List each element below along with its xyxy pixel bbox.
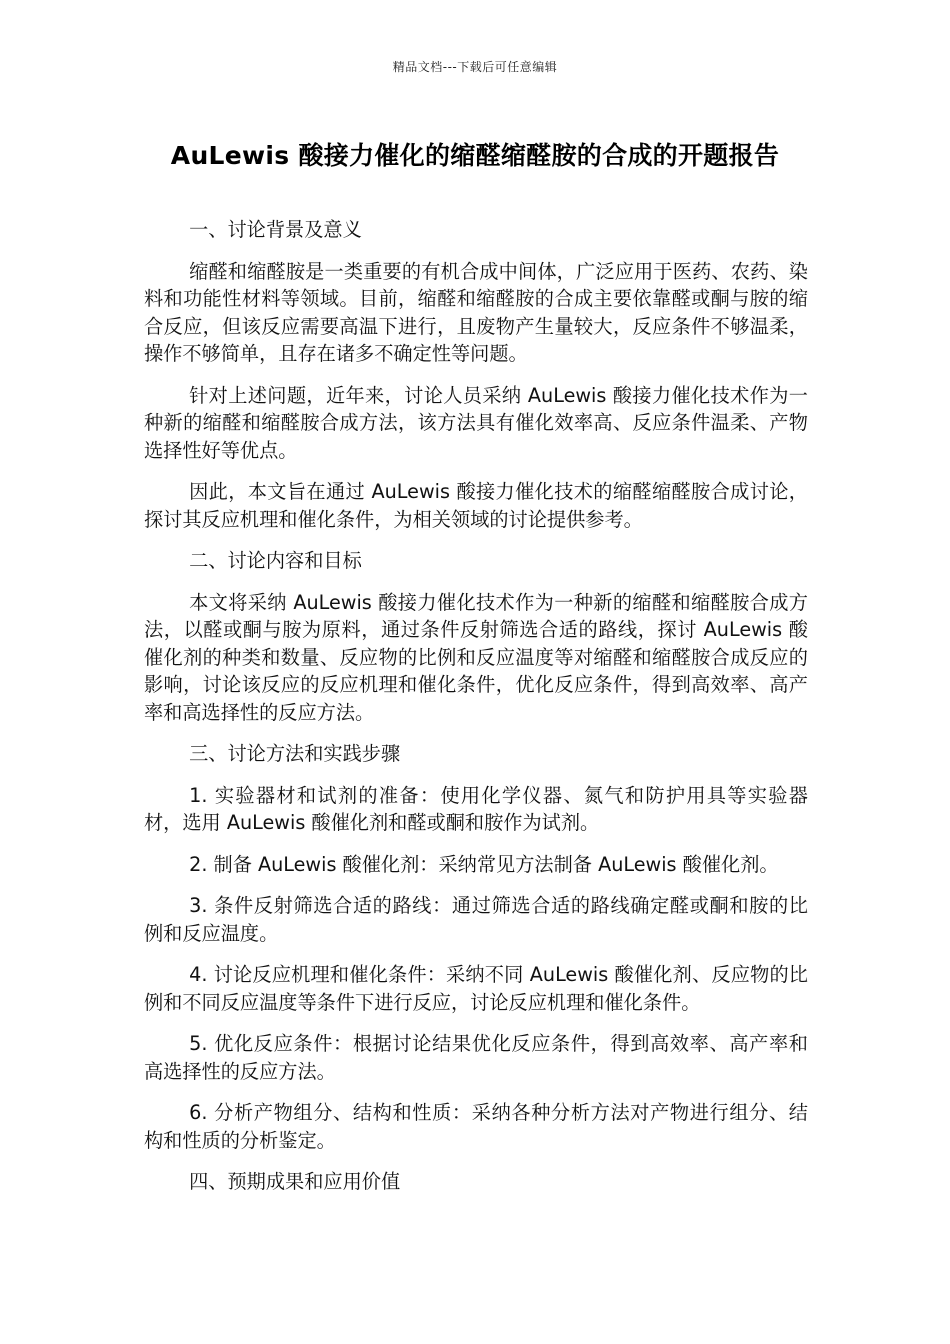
header-note: 精品文档---下载后可任意编辑 [392, 60, 558, 74]
step-item-1: 1. 实验器材和试剂的准备：使用化学仪器、氮气和防护用具等实验器材，选用 AuLewis 酸催化剂和醛或酮和胺作为试剂。 [144, 783, 808, 834]
paragraph: 针对上述问题，近年来，讨论人员采纳 AuLewis 酸接力催化技术作为一种新的缩醛和缩醛胺合成方法，该方法具有催化效率高、反应条件温柔、产物选择性好等优点。 [144, 383, 808, 462]
section-heading-2: 二、讨论内容和目标 [189, 549, 362, 572]
paragraph: 因此，本文旨在通过 AuLewis 酸接力催化技术的缩醛缩醛胺合成讨论，探讨其反应机理和催化条件，为相关领域的讨论提供参考。 [144, 480, 808, 531]
paragraph: 本文将采纳 AuLewis 酸接力催化技术作为一种新的缩醛和缩醛胺合成方法，以醛或酮与胺为原料，通过条件反射筛选合适的路线，探讨 AuLewis 酸催化剂的种类和数量、反应物的比例和反应温度等对缩醛和缩醛胺合成反应的影响，讨论该反应的反应机理和催化条件，优化反应条件，得到高效率、高产率和高选择性的反应方法。 [144, 590, 808, 724]
step-item-5: 5. 优化反应条件：根据讨论结果优化反应条件，得到高效率、高产率和高选择性的反应方法。 [144, 1032, 808, 1083]
section-heading-3: 三、讨论方法和实践步骤 [189, 742, 401, 765]
section-heading-1: 一、讨论背景及意义 [189, 218, 362, 241]
step-item-4: 4. 讨论反应机理和催化条件：采纳不同 AuLewis 酸催化剂、反应物的比例和不同反应温度等条件下进行反应，讨论反应机理和催化条件。 [144, 963, 808, 1014]
step-item-3: 3. 条件反射筛选合适的路线：通过筛选合适的路线确定醛或酮和胺的比例和反应温度。 [144, 894, 808, 945]
step-item-2: 2. 制备 AuLewis 酸催化剂：采纳常见方法制备 AuLewis 酸催化剂。 [189, 852, 779, 876]
document-title: AuLewis 酸接力催化的缩醛缩醛胺的合成的开题报告 [170, 141, 780, 170]
document-body [144, 216, 808, 1210]
section-heading-4: 四、预期成果和应用价值 [189, 1170, 401, 1193]
step-item-6: 6. 分析产物组分、结构和性质：采纳各种分析方法对产物进行组分、结构和性质的分析鉴定。 [144, 1101, 808, 1152]
paragraph: 缩醛和缩醛胺是一类重要的有机合成中间体，广泛应用于医药、农药、染料和功能性材料等领域。目前，缩醛和缩醛胺的合成主要依靠醛或酮与胺的缩合反应，但该反应需要高温下进行，且废物产生量较大，反应条件不够温柔，操作不够简单，且存在诸多不确定性等问题。 [144, 259, 808, 365]
